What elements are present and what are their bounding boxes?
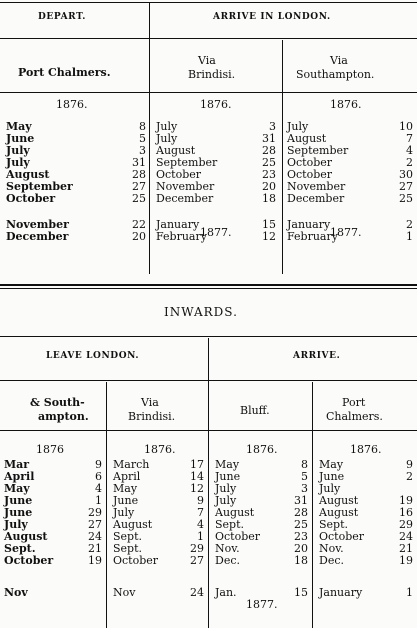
- list-item: 29: [399, 518, 413, 531]
- list-item: July: [287, 120, 309, 133]
- list-item: February: [156, 230, 207, 243]
- col-port-line1: Port: [342, 396, 366, 409]
- brindisi-month-list: [156, 121, 217, 243]
- list-item: April: [113, 470, 141, 483]
- list-item: July: [156, 120, 178, 133]
- top-divider-2: [282, 40, 283, 274]
- list-item: 8: [139, 120, 146, 133]
- list-item: October: [6, 192, 56, 205]
- list-item: Sept.: [319, 518, 349, 531]
- list-item: 20: [262, 180, 276, 193]
- col-southampton-via: Via: [330, 54, 348, 67]
- list-item: [156, 205, 217, 219]
- list-item: [391, 567, 413, 587]
- list-item: 20: [294, 542, 308, 555]
- list-item: May: [4, 482, 30, 495]
- list-item: Nov.: [215, 542, 240, 555]
- in-divider-2: [208, 338, 209, 628]
- list-item: 1: [406, 230, 413, 243]
- list-item: 27: [399, 180, 413, 193]
- list-item: Sept.: [215, 518, 245, 531]
- list-item: May: [113, 482, 138, 495]
- list-item: June: [319, 470, 345, 483]
- list-item: 16: [399, 506, 413, 519]
- list-item: Nov.: [319, 542, 344, 555]
- list-item: 15: [294, 586, 308, 599]
- list-item: 2: [406, 218, 413, 231]
- list-item: October: [156, 168, 202, 181]
- in-south-month-list: [4, 459, 53, 599]
- list-item: December: [287, 192, 345, 205]
- list-item: 4: [406, 144, 413, 157]
- list-item: 24: [399, 530, 413, 543]
- list-item: December: [156, 192, 214, 205]
- list-item: 31: [262, 132, 276, 145]
- list-item: 9: [406, 458, 413, 471]
- top-divider-1: [149, 2, 150, 274]
- list-item: January: [156, 218, 200, 231]
- list-item: 19: [88, 554, 102, 567]
- col-brindisi-name-in: Brindisi.: [128, 410, 176, 423]
- brindisi-day-list: [254, 121, 276, 243]
- list-item: 21: [88, 542, 102, 555]
- list-item: August: [113, 518, 153, 531]
- list-item: December: [6, 230, 69, 243]
- leave-london-header: LEAVE LONDON.: [46, 351, 140, 361]
- col-bluff-header: Bluff.: [240, 404, 270, 417]
- list-item: 29: [190, 542, 204, 555]
- list-item: August: [6, 168, 50, 181]
- list-item: [254, 205, 276, 219]
- list-item: [4, 567, 53, 587]
- year-depart: 1876.: [56, 98, 88, 111]
- list-item: Dec.: [319, 554, 344, 567]
- in-port-month-list: [319, 459, 364, 599]
- list-item: August: [319, 494, 359, 507]
- list-item: September: [287, 144, 349, 157]
- list-item: 9: [197, 494, 204, 507]
- in-year-bluff-1877: 1877.: [246, 598, 278, 611]
- list-item: October: [113, 554, 159, 567]
- in-bluff-month-list: [215, 459, 260, 599]
- list-item: 1: [95, 494, 102, 507]
- list-item: Jan.: [215, 586, 237, 599]
- list-item: 19: [399, 554, 413, 567]
- list-item: 17: [190, 458, 204, 471]
- list-item: July: [4, 518, 28, 531]
- list-item: 28: [294, 506, 308, 519]
- list-item: September: [156, 156, 218, 169]
- in-brindisi-month-list: [113, 459, 158, 599]
- list-item: 18: [262, 192, 276, 205]
- col-southampton-name: Southampton.: [296, 68, 375, 81]
- depart-month-list: [6, 121, 73, 243]
- list-item: 28: [262, 144, 276, 157]
- list-item: July: [319, 482, 341, 495]
- in-year-south: 1876: [36, 443, 64, 456]
- list-item: 2: [406, 156, 413, 169]
- arrive-header: ARRIVE.: [293, 351, 341, 361]
- list-item: April: [4, 470, 35, 483]
- list-item: 22: [132, 218, 146, 231]
- list-item: 27: [88, 518, 102, 531]
- in-year-brindisi: 1876.: [144, 443, 176, 456]
- year-brindisi: 1876.: [200, 98, 232, 111]
- list-item: 4: [95, 482, 102, 495]
- list-item: July: [215, 482, 237, 495]
- list-item: 5: [301, 470, 308, 483]
- list-item: October: [215, 530, 261, 543]
- list-item: May: [6, 120, 32, 133]
- list-item: [287, 205, 348, 219]
- list-item: Sept.: [113, 530, 143, 543]
- list-item: July: [6, 156, 30, 169]
- list-item: June: [6, 132, 35, 145]
- section-rule-1: [0, 284, 417, 286]
- in-year-bluff: 1876.: [246, 443, 278, 456]
- list-item: May: [215, 458, 240, 471]
- col-brindisi-via-in: Via: [141, 396, 159, 409]
- arrive-in-london-header: ARRIVE IN LONDON.: [213, 12, 331, 22]
- list-item: 21: [399, 542, 413, 555]
- in-south-day-list: [80, 459, 102, 599]
- list-item: 10: [399, 120, 413, 133]
- list-item: Nov: [113, 586, 136, 599]
- list-item: 30: [399, 168, 413, 181]
- list-item: November: [287, 180, 346, 193]
- list-item: November: [156, 180, 215, 193]
- list-item: 19: [399, 494, 413, 507]
- list-item: August: [4, 530, 48, 543]
- depart-day-list: [124, 121, 146, 243]
- year-brindisi-1877: 1877.: [200, 226, 232, 239]
- list-item: May: [319, 458, 344, 471]
- list-item: June: [113, 494, 139, 507]
- list-item: 7: [406, 132, 413, 145]
- list-item: June: [4, 494, 33, 507]
- southampton-day-list: [391, 121, 413, 243]
- list-item: January: [319, 586, 363, 599]
- list-item: Nov: [4, 586, 28, 599]
- list-item: [182, 567, 204, 587]
- col-brindisi-via: Via: [198, 54, 216, 67]
- list-item: 31: [294, 494, 308, 507]
- list-item: January: [287, 218, 331, 231]
- inwards-title: INWARDS.: [164, 305, 238, 319]
- list-item: [113, 567, 158, 587]
- list-item: 1: [406, 586, 413, 599]
- col-port-line2: Chalmers.: [326, 410, 383, 423]
- subheader-rule: [0, 92, 417, 93]
- list-item: November: [6, 218, 69, 231]
- list-item: [215, 567, 260, 587]
- list-item: July: [6, 144, 30, 157]
- depart-header: DEPART.: [38, 12, 86, 22]
- list-item: October: [4, 554, 54, 567]
- list-item: Sept.: [113, 542, 143, 555]
- inwards-top-rule: [0, 336, 417, 337]
- list-item: 25: [262, 156, 276, 169]
- list-item: 5: [139, 132, 146, 145]
- list-item: 18: [294, 554, 308, 567]
- list-item: 1: [197, 530, 204, 543]
- in-year-port: 1876.: [350, 443, 382, 456]
- list-item: 25: [294, 518, 308, 531]
- list-item: 23: [294, 530, 308, 543]
- list-item: 27: [190, 554, 204, 567]
- list-item: July: [156, 132, 178, 145]
- list-item: 12: [262, 230, 276, 243]
- list-item: Dec.: [215, 554, 240, 567]
- list-item: October: [287, 168, 333, 181]
- list-item: 8: [301, 458, 308, 471]
- list-item: 24: [190, 586, 204, 599]
- list-item: October: [319, 530, 365, 543]
- list-item: 27: [132, 180, 146, 193]
- list-item: 2: [406, 470, 413, 483]
- list-item: [286, 567, 308, 587]
- in-divider-1: [106, 382, 107, 628]
- list-item: [6, 205, 73, 219]
- list-item: 3: [301, 482, 308, 495]
- section-rule-2: [0, 288, 417, 289]
- list-item: 15: [262, 218, 276, 231]
- list-item: August: [287, 132, 327, 145]
- list-item: 3: [269, 120, 276, 133]
- in-bluff-day-list: [286, 459, 308, 599]
- col-southampton-line2: ampton.: [38, 410, 89, 423]
- in-port-day-list: [391, 459, 413, 599]
- list-item: 25: [132, 192, 146, 205]
- list-item: 6: [95, 470, 102, 483]
- year-southampton: 1876.: [330, 98, 362, 111]
- list-item: 7: [197, 506, 204, 519]
- in-brindisi-day-list: [182, 459, 204, 599]
- list-item: 20: [132, 230, 146, 243]
- list-item: June: [215, 470, 241, 483]
- year-southampton-1877: 1877.: [330, 226, 362, 239]
- col-port-chalmers-header: Port Chalmers.: [18, 66, 111, 79]
- southampton-month-list: [287, 121, 348, 243]
- list-item: [319, 567, 364, 587]
- list-item: 4: [197, 518, 204, 531]
- list-item: August: [156, 144, 196, 157]
- list-item: [124, 205, 146, 219]
- header-rule: [0, 38, 417, 39]
- list-item: October: [287, 156, 333, 169]
- list-item: 3: [139, 144, 146, 157]
- list-item: 14: [190, 470, 204, 483]
- list-item: July: [215, 494, 237, 507]
- list-item: [80, 587, 102, 599]
- list-item: September: [6, 180, 73, 193]
- list-item: June: [4, 506, 33, 519]
- list-item: 28: [132, 168, 146, 181]
- list-item: 25: [399, 192, 413, 205]
- col-southampton-line1: & South-: [30, 396, 85, 409]
- list-item: February: [287, 230, 338, 243]
- list-item: Sept.: [4, 542, 36, 555]
- list-item: 23: [262, 168, 276, 181]
- list-item: [391, 205, 413, 219]
- list-item: 31: [132, 156, 146, 169]
- col-brindisi-name: Brindisi.: [188, 68, 236, 81]
- top-rule: [0, 2, 417, 3]
- list-item: 12: [190, 482, 204, 495]
- list-item: March: [113, 458, 150, 471]
- list-item: 29: [88, 506, 102, 519]
- list-item: August: [215, 506, 255, 519]
- list-item: 9: [95, 458, 102, 471]
- list-item: August: [319, 506, 359, 519]
- list-item: 24: [88, 530, 102, 543]
- list-item: Mar: [4, 458, 30, 471]
- list-item: [80, 567, 102, 587]
- in-divider-3: [312, 382, 313, 628]
- list-item: July: [113, 506, 135, 519]
